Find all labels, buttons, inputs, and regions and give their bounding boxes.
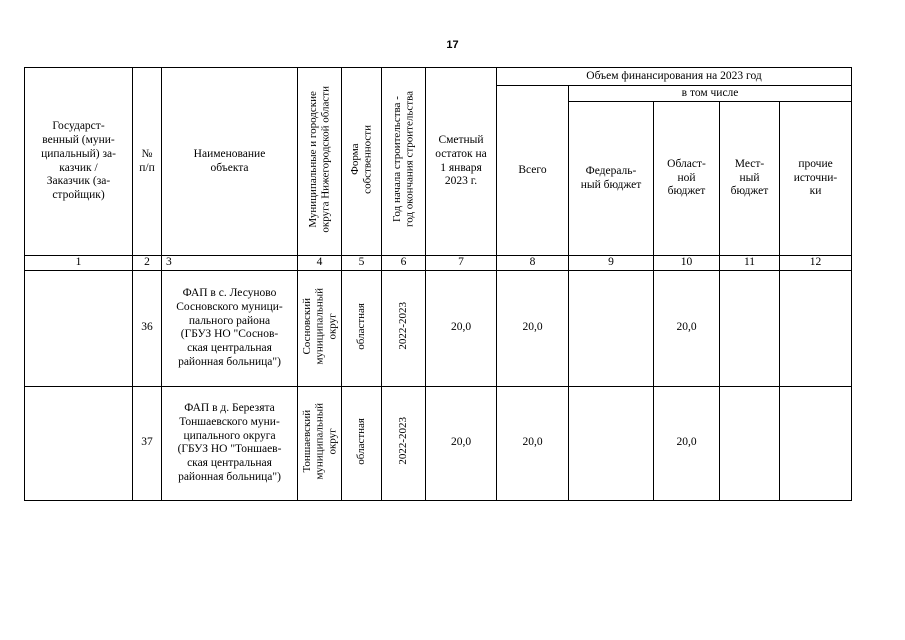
- column-number: 9: [569, 256, 654, 271]
- row-regional: 20,0: [654, 386, 720, 500]
- column-number: 7: [426, 256, 497, 271]
- row-customer: [25, 386, 133, 500]
- header-including: в том числе: [569, 86, 852, 102]
- header-years: Год начала строительства - год окончания строительства: [382, 68, 426, 256]
- row-object-name: ФАП в д. Березята Тоншаевского муни- ципального округа (ГБУЗ НО "Тоншаев- ская центральная районная больница"): [162, 386, 298, 500]
- header-balance: Сметный остаток на 1 января 2023 г.: [426, 68, 497, 256]
- row-district: Сосновский муниципальный округ: [298, 270, 342, 386]
- table-row: [25, 386, 852, 500]
- header-federal: Федераль- ный бюджет: [569, 102, 654, 256]
- row-number: 36: [133, 270, 162, 386]
- column-number: 5: [342, 256, 382, 271]
- header-other: прочие источни- ки: [780, 102, 852, 256]
- row-number: 37: [133, 386, 162, 500]
- header-funding: Объем финансирования на 2023 год: [497, 68, 852, 86]
- row-object-name: ФАП в с. Лесуново Сосновского муници- пального района (ГБУЗ НО "Соснов- ская центральная районная больница"): [162, 270, 298, 386]
- row-years: 2022-2023: [382, 386, 426, 500]
- row-total: 20,0: [497, 386, 569, 500]
- row-ownership: областная: [342, 386, 382, 500]
- row-local: [720, 386, 780, 500]
- row-local: [720, 270, 780, 386]
- column-number: 8: [497, 256, 569, 271]
- page-number: 17: [446, 39, 459, 51]
- header-object-name: Наименование объекта: [162, 68, 298, 256]
- column-number: 10: [654, 256, 720, 271]
- header-local: Мест- ный бюджет: [720, 102, 780, 256]
- column-number: 12: [780, 256, 852, 271]
- financing-table: [24, 67, 852, 501]
- row-years: 2022-2023: [382, 270, 426, 386]
- header-total: Всего: [497, 86, 569, 256]
- table-row: [25, 270, 852, 386]
- column-number: 2: [133, 256, 162, 271]
- row-total: 20,0: [497, 270, 569, 386]
- header-number: № п/п: [133, 68, 162, 256]
- row-district: Тоншаевский муниципальный округ: [298, 386, 342, 500]
- row-balance: 20,0: [426, 270, 497, 386]
- row-ownership: областная: [342, 270, 382, 386]
- row-balance: 20,0: [426, 386, 497, 500]
- row-federal: [569, 270, 654, 386]
- row-federal: [569, 386, 654, 500]
- row-other: [780, 270, 852, 386]
- row-other: [780, 386, 852, 500]
- header-customer: Государст- венный (муни- ципальный) за- казчик / Заказчик (за- стройщик): [25, 68, 133, 256]
- header-ownership: Форма собственности: [342, 68, 382, 256]
- column-number-row: [25, 256, 852, 271]
- row-customer: [25, 270, 133, 386]
- column-number: 4: [298, 256, 342, 271]
- header-regional: Област- ной бюджет: [654, 102, 720, 256]
- header-row-1: [25, 68, 852, 86]
- column-number: 3: [162, 256, 298, 271]
- header-districts: Муниципальные и городские округа Нижегородской области: [298, 68, 342, 256]
- column-number: 6: [382, 256, 426, 271]
- column-number: 1: [25, 256, 133, 271]
- row-regional: 20,0: [654, 270, 720, 386]
- column-number: 11: [720, 256, 780, 271]
